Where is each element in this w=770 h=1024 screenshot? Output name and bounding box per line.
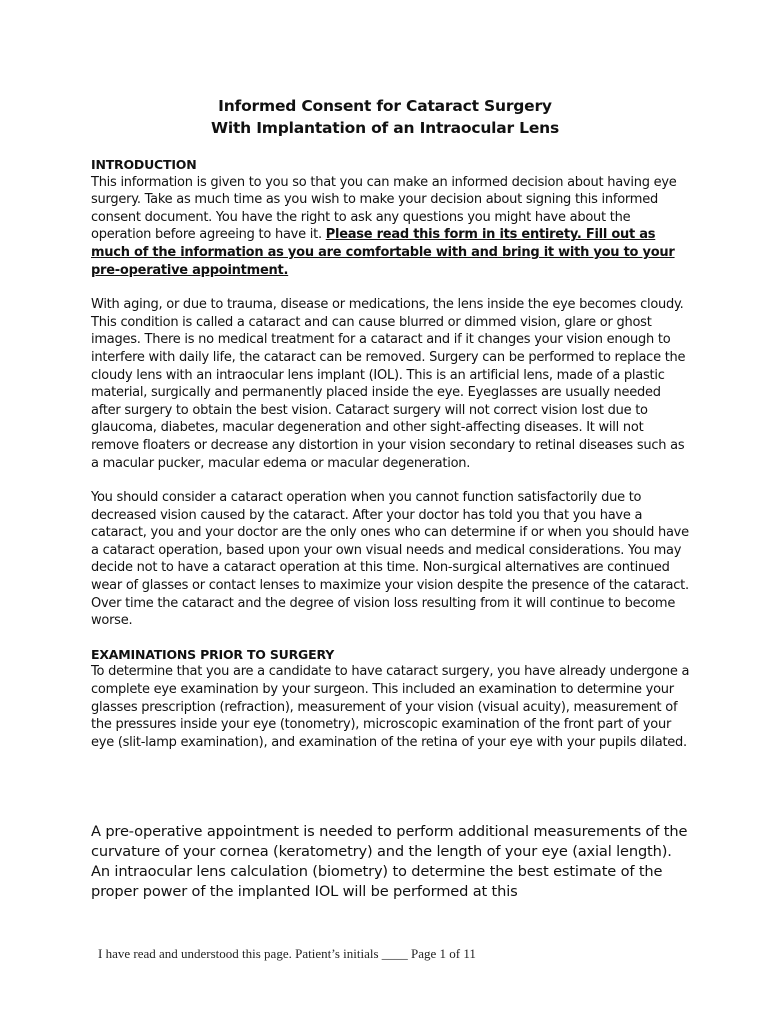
introduction-text: This information is given to you so that you can make an informed decision about having eye surgery. Take as much time as you wish to make your decision about signing this informed consent document. You have the right to ask any questions you might have about the operation before agreeing to have it. [91,174,677,243]
document-body [91,156,691,751]
introduction-heading: INTRODUCTION [91,157,197,172]
introduction-emphasis-text: Please read this form in its entirety. Fill out as much of the information as you are comfortable with and bring it with you to your pre-operative appointment. [91,227,675,278]
examinations-paragraph: To determine that you are a candidate to have cataract surgery, you have already undergone a complete eye examination by your surgeon. This included an examination to determine your glasses prescription (refraction), measurement of your vision (visual acuity), measurement of the pressures inside your eye (tonometry), microscopic examination of the front part of your eye (slit-lamp examination), and examination of the retina of your eye with your pupils dilated. [91,664,690,750]
consider-paragraph: You should consider a cataract operation when you cannot function satisfactorily due to decreased vision caused by the cataract. After your doctor has told you that you have a cataract, you and your doctor are the only ones who can determine if or when you should have a cataract operation, based upon your own visual needs and medical considerations. You may decide not to have a cataract operation at this time. Non-surgical alternatives are continued wear of glasses or contact lenses to maximize your vision despite the presence of the cataract. Over time the cataract and the degree of vision loss resulting from it will continue to become worse. [91,490,689,629]
examinations-heading: EXAMINATIONS PRIOR TO SURGERY [91,646,335,662]
aging-paragraph: With aging, or due to trauma, disease or medications, the lens inside the eye becomes cloudy. This condition is called a cataract and can cause blurred or dimmed vision, glare or ghost images. There is no medical treatment for a cataract and if it changes your vision enough to interfere with daily life, the cataract can be removed. Surgery can be performed to replace the cloudy lens with an intraocular lens implant (IOL). This is an artificial lens, made of a plastic material, surgically and permanently placed inside the eye. Eyeglasses are usually needed after surgery to obtain the best vision. Cataract surgery will not correct vision lost due to glaucoma, diabetes, macular degeneration and other sight-affecting diseases. It will not remove floaters or decrease any distortion in your vision secondary to retinal diseases such as a macular pucker, macular edema or macular degeneration. [91,297,686,471]
document-title-line-2: With Implantation of an Intraocular Lens [210,119,560,137]
page-footer: I have read and understood this page. Patient’s initials ____ Page 1 of 11 [98,946,476,961]
introduction-paragraph [91,174,691,280]
document-title-line-1: Informed Consent for Cataract Surgery [218,97,552,115]
preop-appointment-paragraph: A pre-operative appointment is needed to perform additional measurements of the curvature of your cornea (keratometry) and the length of your eye (axial length). An intraocular lens calculation (biometry) to determine the best estimate of the proper power of the implanted IOL will be performed at this [91,823,688,900]
